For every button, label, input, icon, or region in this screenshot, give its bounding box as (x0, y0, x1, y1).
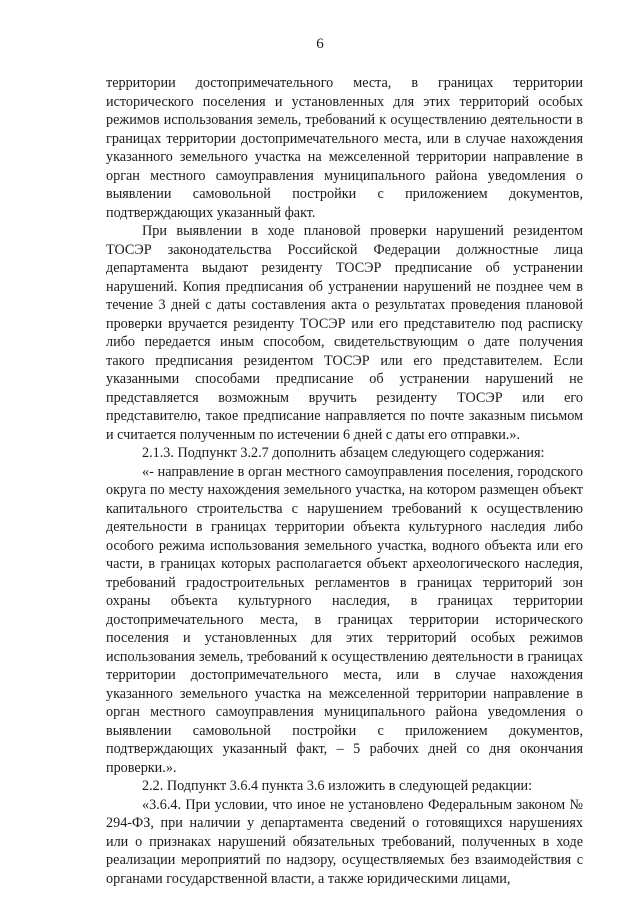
paragraph: «- направление в орган местного самоуправления поселения, городского округа по месту нахождения земельного участка, на котором размещен объект капитального строительства с нарушением требований к осуществлению деятельности в границах территории объекта культурного наследия либо особого режима использования земельного участка, водного объекта или его части, в границах которых располагается объект археологического наследия, требований градостроительных регламентов в границах территорий зон охраны объекта культурного наследия, в границах территории достопримечательного места, в границах территории исторического поселения и установленных для этих территорий особых режимов использования земель, требований к осуществлению деятельности в границах территории достопримечательного места, или в случае нахождения указанного земельного участка на межселенной территории направление в орган местного самоуправления муниципального района уведомления о выявлении самовольной постройки с приложением документов, подтверждающих указанный факт, – 5 рабочих дней со дня окончания проверки.». (106, 463, 583, 776)
paragraph: территории достопримечательного места, в границах территории исторического поселения и установленных для этих территорий особых режимов использования земель, требований к осуществлению деятельности в границах территории достопримечательного места, или в случае нахождения указанного земельного участка на межселенной территории направление в орган местного самоуправления муниципального района уведомления о выявлении самовольной постройки с приложением документов, подтверждающих указанный факт. (106, 75, 583, 221)
paragraph: При выявлении в ходе плановой проверки нарушений резидентом ТОСЭР законодательства Российской Федерации должностные лица департамента выдают резиденту ТОСЭР предписание об устранении нарушений. Копия предписания об устранении нарушений не позднее чем в течение 3 дней с даты составления акта о результатах проведения плановой проверки вручается резиденту ТОСЭР или его представителю под расписку либо передается иным способом, свидетельствующим о дате получения такого предписания резидентом ТОСЭР или его представителем. Если указанными способами предписание об устранении нарушений не представляется возможным вручить резиденту ТОСЭР или его представителю, такое предписание направляется по почте заказным письмом и считается полученным по истечении 6 дней с даты его отправки.». (106, 223, 583, 443)
page-number: 6 (316, 36, 324, 52)
document-body (106, 74, 583, 888)
paragraph: 2.1.3. Подпункт 3.2.7 дополнить абзацем следующего содержания: (142, 445, 545, 461)
paragraph: 2.2. Подпункт 3.6.4 пункта 3.6 изложить в следующей редакции: (142, 778, 533, 794)
paragraph: «3.6.4. При условии, что иное не установлено Федеральным законом № 294-ФЗ, при наличии у департамента сведений о готовящихся нарушениях или о признаках нарушений обязательных требований, полученных в ходе реализации мероприятий по надзору, осуществляемых без взаимодействия с органами государственной власти, а также юридическими лицами, (106, 796, 583, 887)
